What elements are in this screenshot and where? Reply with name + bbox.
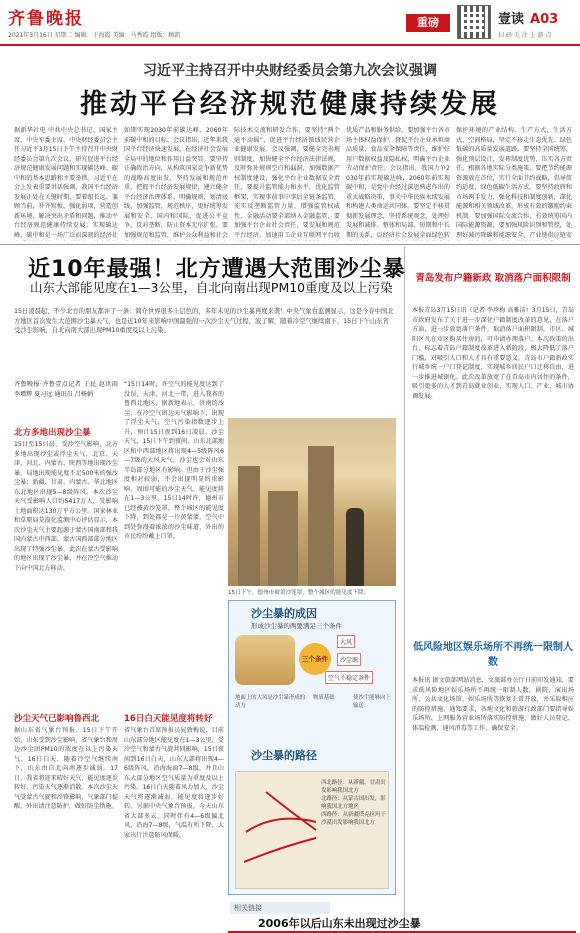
story1-column-5: 保护环境的产业结构、生产方式、生活方式、空间格局，坚定不移走生态优先、绿色低碳的高质量发展道路。要坚持全国统筹，强化顶层设计，发挥制度优势，压实各方责任，根据各地实际分类施策。要把节约能源资源放在首位，实行全面节约战略，倡导简约适度、绿色低碳生活方式。要坚持政府和市场两手发力，强化科技和制度创新，深化能源和相关领域改革，形成有效的激励约束机制。要加强国际交流合作，有效统筹国内国际能源资源，要加强风险识别和管控，处理好减污降碳和能源安全、产业链供应链安 (456, 127, 572, 239)
entertainment-body: 本报讯 据文旅部网站消息，文旅部办公厅日前印发通知，要求低风险地区娱乐场所不再统一限制人数，剧院、演出场所、公共文化场馆、娱乐场所等恢复正常开放，并采取相应的防控措施。通知要求，各地文化和旅游行政部门要指导娱乐场所、上网服务营业场所落实防控措施，做好人员登记、体温检测、通风消毒等工作，确保安全。 (412, 677, 574, 732)
qingdao-headline: 青岛发布户籍新政 取消落户面积限制 (415, 273, 571, 284)
person-silhouette (346, 508, 364, 586)
story2-subhead-3: 16日白天能见度将转好 (124, 714, 213, 724)
story2-body-2: 据山东省气象台预报，15日下午开始，山东受到沙尘影响，省气象台和周边沙尘团PM10的浓度在以上污染天气，16日白天，随着冷空气继续南下，山东由自北向南逐步减弱。17日，我省将迎来晴好天气，能见度逐步转好，污染天气逐渐消散。本次沙尘天气受蒙古气旋和冷锋影响，气象部门提醒，外出请注意防护，做好防尘措施。 (14, 727, 118, 810)
story1-column-3: 际技术交流和研发合作，要坚持“两个毫不动摇”，促进平台经济领域民营企业健康发展。会议强调，要健全完善规则制度，加快健全平台经济法律法规，及时弥补规则空白和漏洞，加强数据产权制度建设，强化平台企业数据安全责任，要提升监管能力和水平，优化监管框架，实现事前事中事后全链条监管，充实反垄断监管力量，增强监管权威性，金融活动要全部纳入金融监管，要加强平台企业社会责任，要发展和规范平台经济，加速用工企业互联网平台收 (234, 127, 340, 239)
infographic-subtitle: 形成沙尘暴的两要满足三个条件 (251, 622, 342, 630)
column-divider (404, 246, 405, 926)
note-material: 物质基础 (313, 695, 335, 701)
building-silhouette (308, 446, 334, 586)
story2-column-2: “15日14时，许空气的能见度达到了没误，天津、河北一带，进入我省的鲁西北地区，据新地表示，济南的沙尘，在冷空气团边天气影响下，出现了浮尘天气，空气污染指数逐步上升，预计15日夜到16日凌晨，沙尘天气，15日下午到夜间，山东北部地区和中西部地区将出现4—5级阵风6—7级的大风天气，沙尘也会对山东半岛部分地区有影响。但由于沙尘强度相对较弱，不会出现明显的重影响，周围可能的沙尘天气，能见度将在1—3公里。15日14时许，德州市已经被黄沙笼罩，整个城区的能见度下降，到处都是一片黄蒙蒙，空气中到处弥漫着浓浓的沙尘味道，外出的市民纷纷戴上口罩。 (124, 381, 224, 540)
related-link-label[interactable]: 相关链接 (230, 902, 330, 914)
map-legend (321, 779, 391, 827)
sandstorm-photo (228, 418, 396, 586)
story2-subhead-2: 沙尘天气已影响鲁西北 (14, 714, 100, 724)
condition-unstable-air: 空气不稳定条件 (325, 671, 373, 684)
edition-name: 壹读 (498, 12, 525, 27)
route-arrow-north (266, 792, 316, 830)
story1-column-4: 优质产品和服务供给，要加强平台各市场主体权益保护，督促平台企业承担商品质量、食品安全保障等责任，维护好用户数据权益及隐私权，明确平台企业劳动保护责任。会议指出，我国力争2030年前实现碳达峰，2060年前实现碳中和，是党中央经过深思熟虑作出的重大战略决策，事关中华民族永续发展和构建人类命运共同体。要坚定不移贯彻新发展理念，坚持系统观念，处理好发展和减排、整体和局部、短期和中长期的关系，以经济社会发展全面绿色转 (346, 127, 450, 239)
story2-body-1: 15日至15日晨，受冷空气影响，北方多地出现沙尘或浮尘天气，北京、天津、河北、内蒙古、陕西等地出现沙尘暴，局地出现能见度不足500米的强沙尘暴；新疆、甘肃、内蒙古、华北地区东北地区出现5—8级阵风。本次沙尘天气受影响人口约5417万人，受影响土地面积达130万平方公里。国家林业和草原局荒漠化监测中心评估显示，本次沙尘天气主要起源于蒙古国南部和我国内蒙古中西部，蒙古国西部部分地区出现了特强沙尘暴，此次在蒙古受影响的地区出现了沙尘暴，并在冷空气推动下向中国北方移动。 (14, 441, 118, 572)
dateline: 2021年3月16日 星期二 编辑：于海霞 美编：马秀霞 组版：顾凯 (8, 32, 181, 39)
building-silhouette (238, 466, 260, 586)
condition-wind: 大风 (337, 635, 355, 648)
masthead (0, 0, 580, 46)
page-number: A03 (530, 12, 559, 27)
story2-byline: 齐鲁晚报·齐鲁壹点记者 于民 赵世雨 李增辉 夏习远 通讯员 吕杨娟 (14, 381, 118, 398)
story2-deck: 山东大部能见度在1—3公里，自北向南出现PM10重度及以上污染 (30, 280, 393, 295)
story1-headline: 推动平台经济规范健康持续发展 (80, 89, 500, 120)
conditions-center: 三个条件 (299, 643, 331, 675)
route-arrow-west (244, 838, 316, 862)
sandstorm-infographic (228, 600, 396, 895)
story2-headline: 近10年最强！北方遭遇大范围沙尘暴 (28, 257, 406, 282)
story1-column-2: 如期实现2030年前碳达峰、2060年前碳中和的目标。会议指出，近年来我国平台经济快速发展，在经济社会发展全局中的地位和作用日益突显。要坚持正确政治方向，从构筑国家竞争新优势的战略高度出发，坚持发展和规范并重，把握平台经济发展规律，建立健全平台经济治理体系，明确规则，划清底线，加强监管，规范秩序，更好统筹发展和安全、国内和国际，促进公平竞争，反对垄断，防止资本无序扩张。要加强规范和监管，维护公众利益和社会 (124, 127, 228, 239)
section-badge: 重磅 (406, 14, 450, 32)
path-note-1: 西北路径：从新疆、甘肃出发影响我国北方 (321, 780, 386, 794)
qr-code-icon[interactable] (457, 5, 491, 39)
newspaper-logo: 齐鲁晚报 (8, 9, 84, 29)
building-silhouette (268, 491, 298, 586)
story1-kicker: 习近平主持召开中央财经委员会第九次会议强调 (143, 63, 437, 79)
qingdao-body: 本报青岛3月15日讯（记者 李珍梅 高雅洁）3月15日，青岛市政府发布了关于进一步深化户籍制度改革的意见，在落户方面，进一步放宽落户条件，取消落户面积限制，市区、城阳区凡在市区购买住房的，可申请办理落户。本次政策的出台，标志着青岛户籍制度改革进入新阶段，极大降低了落户门槛，对吸引人口和人才具有重要意义。青岛市户籍新政实行城乡统一户口登记制度，实现城乡居民户口迁移自由，进一步推进城镇化。此次改革放宽了在青岛市内居住的条件，吸引更多的人才到青岛就业创业，实现人口、产业、城市协调发展。 (412, 307, 574, 400)
infographic-title-2: 沙尘暴的路径 (251, 749, 317, 762)
story1-column-1: 据新华社电 中共中央总书记、国家主席、中央军委主席、中央财经委员会主任习近平3月15日下午主持召开中央财经委员会第九次会议，研究促进平台经济规范健康发展问题和实现碳达峰、碳中和的基本思路和主要举措。习近平在会上发表重要讲话强调，我国平台经济发展正处在关键时期，要着眼长远、兼顾当前，补齐短板、强化弱项，营造创新环境，解决突出矛盾和问题，推动平台经济规范健康持续发展；实现碳达峰、碳中和是一场广泛而深刻的经济社 (14, 127, 118, 239)
photo-caption: 15日下午，德州市被黄沙笼罩，整个城区的能见度下降。 (228, 590, 370, 596)
section-divider (0, 244, 580, 245)
story2-body-3: 省气象台首席预报员晁敦梅说，目前山东部分地区能见度在1—3公里，受冷空气和蒙古气旋共同影响，15日夜间到16日白天，山东大部将出现4—6级阵风，沿海海面7—8级，并且山东大部分地区空气质量为重度及以上污染。16日白天随着风力加大，沙尘天气将逐渐减弱，能见度将逐步好转。另据中央气象台预报，今天山东省大部多云，同时伴有4—6级偏北风，沿海7—8级，气温有所下降，大家出行注意防风保暖。 (124, 727, 224, 839)
edition-label (498, 8, 558, 27)
story2-lead: 15日凌晨起，不少北方的朋友都评了一条：简介世界很多上层色的，多年未见的沙尘暴再度来袭！中央气象台监测显示，这是今春中国北方地区首次发生大范围沙尘暴天气，也是近10年来影响中国最强的一次沙尘天气过程，波了解，随着冷空气继续南下，15日下午山东省受沙尘影响，自北向南大部出现PM10重度及以上污染。 (14, 308, 394, 334)
condition-sand-source: 沙尘源 (337, 653, 361, 666)
path-note-2: 北路径：从蒙古国出发，影响我国北方地区 (321, 796, 386, 810)
related-headline: 2006年以后山东未出现过沙尘暴 (258, 917, 421, 930)
note-upward: 使沙尘能够向上输送 (353, 695, 391, 709)
story2-subhead-1: 北方多地出现沙尘暴 (14, 428, 91, 438)
desert-illustration (235, 635, 295, 685)
note-wind: 地面上的大风是沙尘暴形成的动力 (235, 695, 306, 709)
entertainment-headline: 低风险地区娱乐场所不再统一限制人数 (413, 642, 573, 668)
masthead-note: 扫 码 关 注 上 游 点 (498, 32, 552, 39)
path-note-3: 西路径：从新疆塔克拉玛干沙漠出发影响我国北方 (321, 812, 386, 826)
infographic-title-1: 沙尘暴的成因 (251, 607, 317, 620)
route-arrow-northwest (246, 819, 316, 832)
